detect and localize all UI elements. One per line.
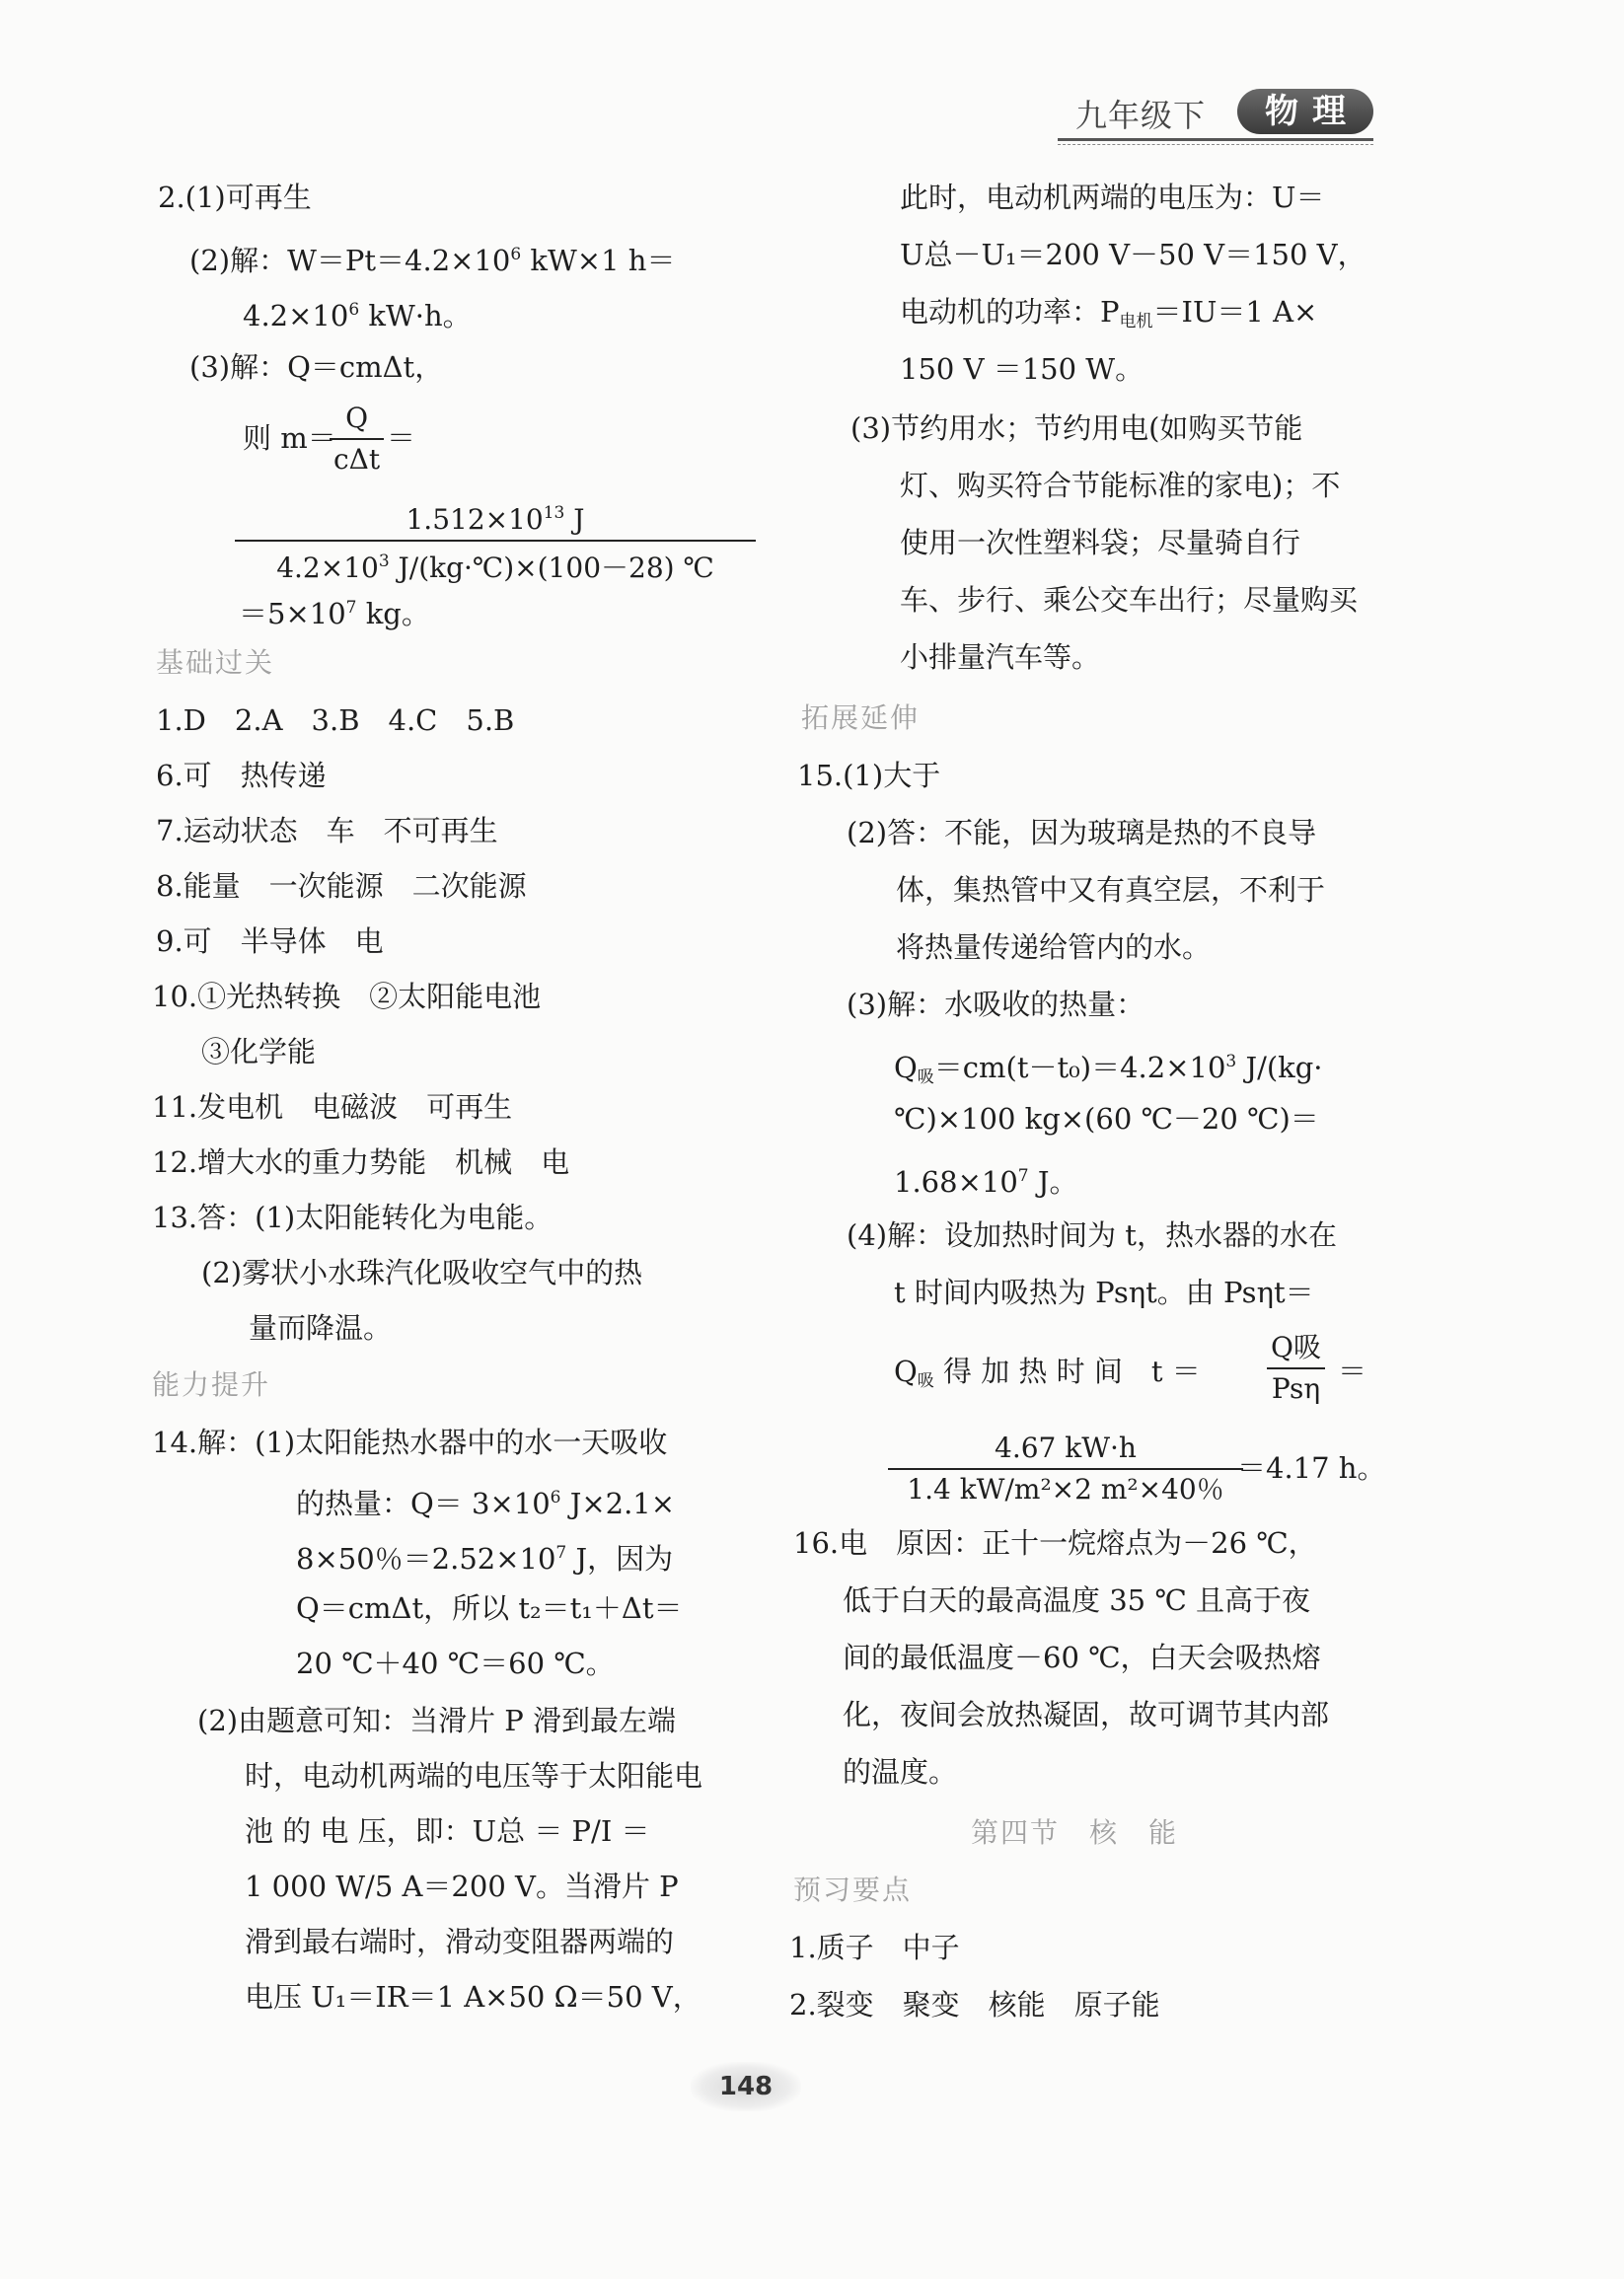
answer-14-3-line3: 使用一次性塑料袋；尽量骑自行 [900,526,1301,559]
heating-time-formula: $Q_吸$ 得 加 热 时 间 t ＝ [894,1355,1201,1391]
answer-7: 7.运动状态 车 不可再生 [156,814,498,847]
answer-2-3: (3)解：Q＝cmΔt， [189,350,444,384]
answer-1-5: 1.D 2.A 3.B 4.C 5.B [156,703,515,737]
heating-time-fraction: Q吸 Psη [1267,1328,1325,1409]
answer-14: 14.解：(1)太阳能热水器中的水一天吸收 [152,1426,668,1459]
preview-answer-2: 2.裂变 聚变 核能 原子能 [789,1988,1160,2022]
header-grade: 九年级下 [1075,97,1207,134]
answer-13-2: (2)雾状小水珠汽化吸收空气中的热 [201,1256,643,1289]
answer-14-2-line6: 电压 U₁＝IR＝1 A×50 Ω＝50 V， [245,1980,701,2014]
header-rule-dashed [1058,144,1373,145]
answer-11: 11.发电机 电磁波 可再生 [152,1090,513,1124]
page-number: 148 [691,2062,801,2111]
header-subject-badge: 物理 [1237,89,1373,134]
answer-15-2-line3: 将热量传递给管内的水。 [896,930,1212,964]
section-heading-preview: 预习要点 [793,1874,913,1906]
answer-12: 12.增大水的重力势能 机械 电 [152,1145,570,1179]
answer-2-2: (2)解：$W=Pt=4.2\times 10^6$ kW×1 h＝ [189,244,676,277]
answer-16-line2: 低于白天的最高温度 35 ℃ 且高于夜 [843,1583,1310,1617]
answer-14-line2: 的热量：$Q= 3\times 10^6$ J×2.1× [296,1487,676,1520]
mass-formula-equals: ＝ [387,421,416,455]
answer-16-line4: 化，夜间会放热凝固，故可调节其内部 [843,1698,1330,1731]
answer-14-3-line5: 小排量汽车等。 [900,640,1101,674]
answer-14-3-line2: 灯、购买符合节能标准的家电)；不 [900,469,1341,502]
right-line-3: 电动机的功率：$P_{电机}=IU=1$ A× [900,295,1318,331]
mass-fraction: Q cΔt [330,399,384,479]
answer-14-line4: Q＝cmΔt，所以 t₂＝t₁＋Δt＝ [296,1591,683,1625]
answer-16-line3: 间的最低温度－60 ℃，白天会吸热熔 [843,1641,1321,1674]
answer-14-3-line4: 车、步行、乘公交车出行；尽量购买 [900,583,1359,617]
answer-15-2: (2)答：不能，因为玻璃是热的不良导 [847,816,1317,849]
answer-14-line5: 20 ℃＋40 ℃＝60 ℃。 [296,1647,615,1680]
answer-13-2-cont: 量而降温。 [249,1311,393,1345]
mass-calc-fraction: $\frac{1.512\times 10^{13} J}{4.2\times 10^3 J/(kg\cdot℃)\times(100-28) ℃}$ [235,493,756,588]
answer-10: 10.①光热转换 ②太阳能电池 [152,980,542,1013]
section-heading-extension: 拓展延伸 [801,701,921,734]
header-rule [1058,138,1373,141]
answer-14-2-line3: 池 的 电 压，即：U总 ＝ P/I ＝ [245,1814,650,1848]
answer-14-2-line4: 1 000 W/5 A＝200 V。当滑片 P [245,1870,679,1903]
answer-16: 16.电 原因：正十一烷熔点为－26 ℃， [793,1526,1317,1560]
preview-answer-1: 1.质子 中子 [789,1931,960,1964]
answer-15-3-line4: $1.68\times 10^7$ J。 [894,1165,1078,1199]
answer-15-3-line2: $Q_吸=cm(t-t_0)=4.2\times 10^3$ J/(kg· [894,1051,1323,1087]
section-heading-basic: 基础过关 [156,646,275,679]
answer-9: 9.可 半导体 电 [156,924,384,958]
answer-15-3: (3)解：水吸收的热量： [847,988,1145,1021]
mass-formula-prefix: 则 m＝ [243,421,336,455]
answer-14-line3: 8×50％$=2.52\times 10^7$ J，因为 [296,1542,674,1576]
right-line-2: U总－U₁＝200 V－50 V＝150 V， [900,238,1366,271]
answer-14-2-line2: 时，电动机两端的电压等于太阳能电 [245,1759,703,1793]
answer-10-cont: ③化学能 [201,1035,317,1068]
answer-13: 13.答：(1)太阳能转化为电能。 [152,1201,554,1234]
answer-15-4: (4)解：设加热时间为 t，热水器的水在 [847,1218,1337,1252]
right-line-1: 此时，电动机两端的电压为：U＝ [900,181,1325,214]
mass-result: $=5\times 10^7$ kg。 [239,597,430,630]
answer-16-line5: 的温度。 [843,1755,958,1789]
answer-15-4-line2: t 时间内吸热为 Psηt。由 Psηt＝ [894,1276,1314,1309]
right-line-4: 150 V ＝150 W。 [900,352,1144,386]
answer-8: 8.能量 一次能源 二次能源 [156,869,527,903]
heating-time-calc-fraction: $\frac{4.67 kW\cdot h}{\text{1.4 kW/m²×2 m²×40％}}$ [888,1429,1243,1509]
heating-time-result: ＝4.17 h。 [1237,1451,1386,1485]
answer-15: 15.(1)大于 [797,759,941,792]
answer-14-2-line5: 滑到最右端时，滑动变阻器两端的 [245,1925,675,1958]
section-heading-ability: 能力提升 [152,1368,271,1401]
answer-15-2-line2: 体，集热管中又有真空层，不利于 [896,873,1326,907]
answer-6: 6.可 热传递 [156,759,327,792]
answer-2-1: 2.(1)可再生 [158,181,312,214]
answer-14-3: (3)节约用水；节约用电(如购买节能 [850,411,1303,445]
heating-time-equals: ＝ [1338,1355,1367,1388]
answer-15-3-line3: ℃)×100 kg×(60 ℃－20 ℃)＝ [894,1102,1319,1136]
section-title-nuclear: 第四节 核 能 [971,1816,1179,1849]
answer-2-2-result: $4.2\times 10^6$ kW·h。 [243,299,472,332]
answer-14-2: (2)由题意可知：当滑片 P 滑到最左端 [197,1704,677,1737]
